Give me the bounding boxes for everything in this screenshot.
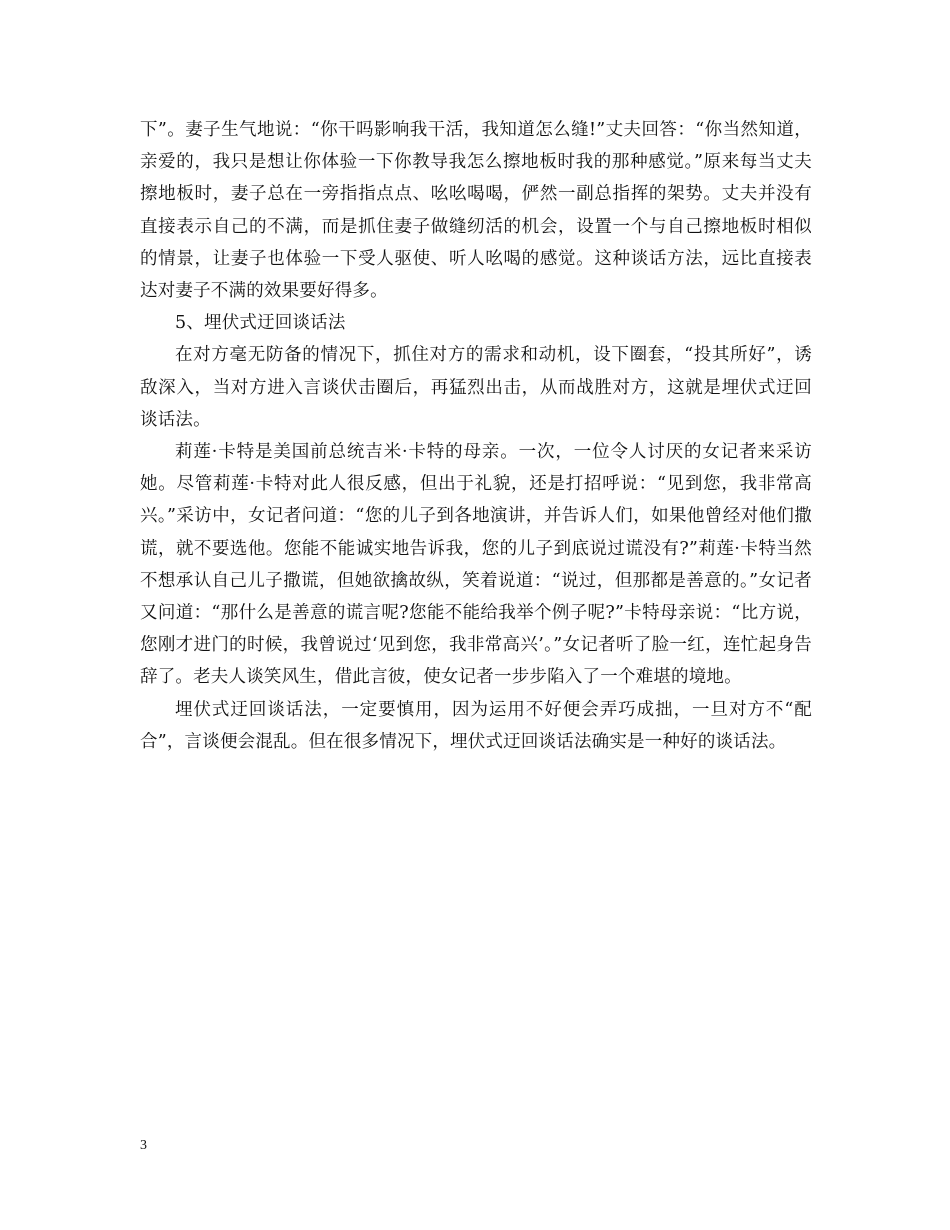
page-number: 3 [140, 1138, 147, 1153]
paragraph-2: 在对方毫无防备的情况下，抓住对方的需求和动机，设下圈套，“投其所好”，诱敌深入，当对方进入言谈伏击圈后，再猛烈出击，从而战胜对方，这就是埋伏式迂回谈话法。 [140, 345, 812, 430]
paragraph-4: 埋伏式迂回谈话法，一定要慎用，因为运用不好便会弄巧成拙，一旦对方不“配合”，言谈便会混乱。但在很多情况下，埋伏式迂回谈话法确实是一种好的谈话法。 [140, 699, 812, 752]
paragraph-3: 莉莲·卡特是美国前总统吉米·卡特的母亲。一次，一位令人讨厌的女记者来采访她。尽管莉莲·卡特对此人很反感，但出于礼貌，还是打招呼说：“见到您，我非常高兴。”采访中，女记者问道：“您的儿子到各地演讲，并告诉人们，如果他曾经对他们撒谎，就不要选他。您能不能诚实地告诉我，您的儿子到底说过谎没有?”莉莲·卡特当然不想承认自己儿子撒谎，但她欲擒故纵，笑着说道：“说过，但那都是善意的。”女记者又问道：“那什么是善意的谎言呢?您能不能给我举个例子呢?”卡特母亲说：“比方说，您刚才进门的时候，我曾说过‘见到您，我非常高兴’。”女记者听了脸一红，连忙起身告辞了。老夫人谈笑风生，借此言彼，使女记者一步步陷入了一个难堪的境地。 [140, 442, 812, 688]
document-body [140, 114, 812, 758]
section-heading: 5、埋伏式迂回谈话法 [175, 313, 346, 334]
paragraph-1: 下”。妻子生气地说：“你干吗影响我干活，我知道怎么缝!”丈夫回答：“你当然知道，亲爱的，我只是想让你体验一下你教导我怎么擦地板时我的那种感觉。”原来每当丈夫擦地板时，妻子总在一旁指指点点、吆吆喝喝，俨然一副总指挥的架势。丈夫并没有直接表示自己的不满，而是抓住妻子做缝纫活的机会，设置一个与自己擦地板时相似的情景，让妻子也体验一下受人驱使、听人吆喝的感觉。这种谈话方法，远比直接表达对妻子不满的效果要好得多。 [140, 120, 812, 302]
